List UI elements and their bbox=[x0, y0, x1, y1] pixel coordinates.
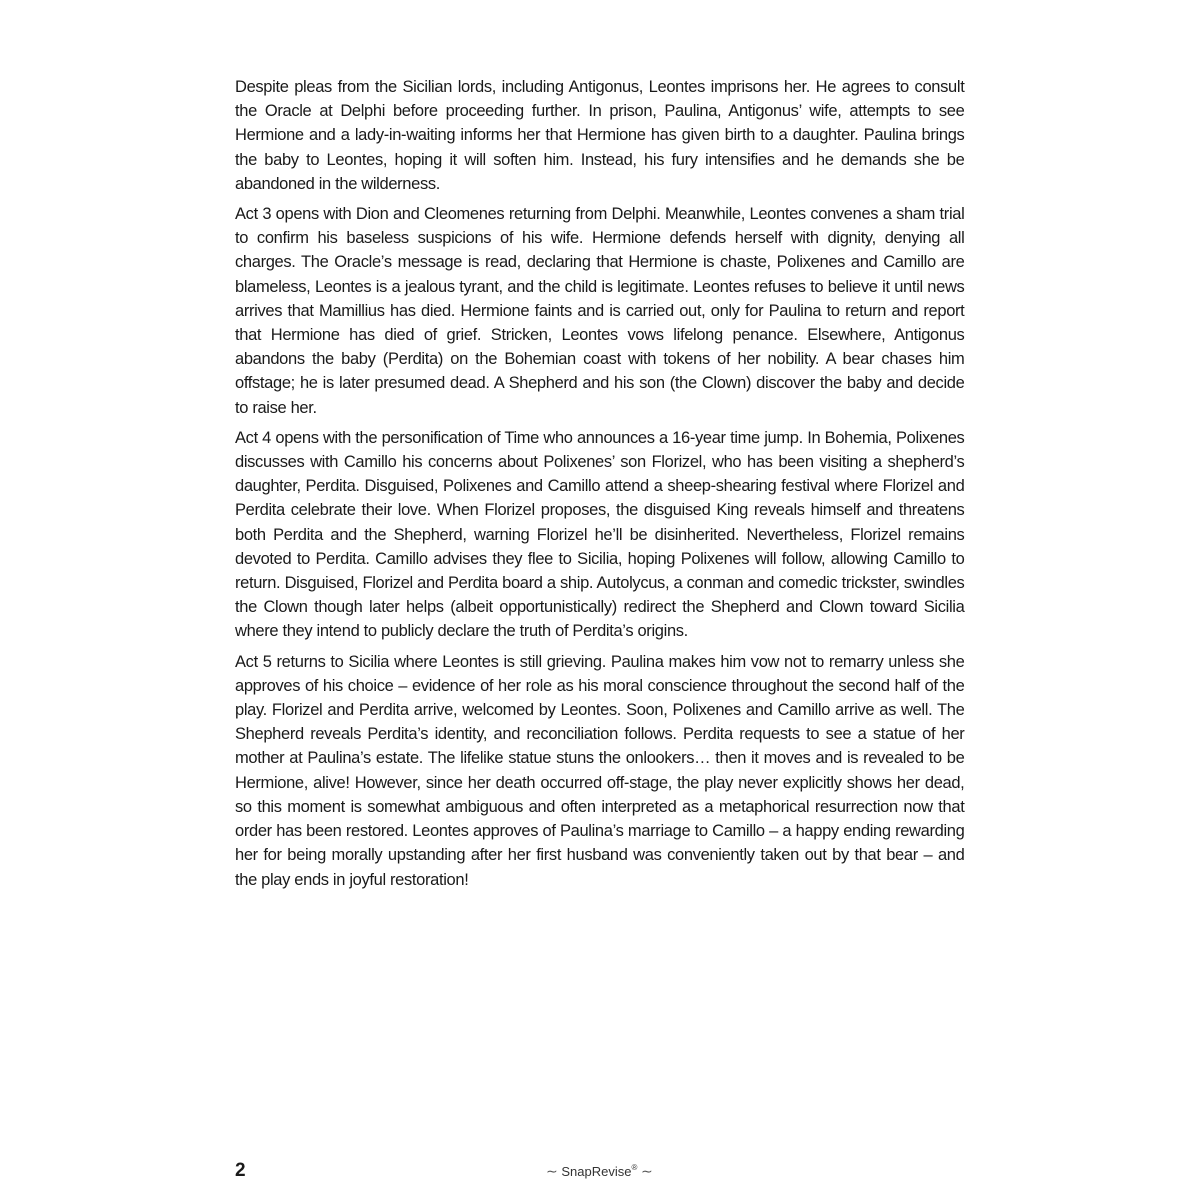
paragraph-act-5-summary: Act 5 returns to Sicilia where Leontes is still grieving. Paulina makes him vow not to remarry unless she approves of his choice – evidence of her role as his moral conscience throughout the second half of the play. Florizel and Perdita arrive, welcomed by Leontes. Soon, Polixenes and Camillo arrive as well. The Shepherd reveals Perdita’s identity, and reconciliation follows. Perdita requests to see a statue of her mother at Paulina’s estate. The lifelike statue stuns the onlookers… then it moves and is revealed to be Hermione, alive! However, since her death occurred off-stage, the play never explicitly shows her dead, so this moment is somewhat ambiguous and often interpreted as a metaphorical resurrection now that order has been restored. Leontes approves of Paulina’s marriage to Camillo – a happy ending rewarding her for being morally upstanding after her first husband was conveniently taken out by that bear – and the play ends in joyful restoration! bbox=[235, 651, 965, 889]
registered-mark-icon: ® bbox=[631, 1163, 638, 1172]
tilde-left-icon: ∼ bbox=[546, 1163, 558, 1179]
footer-brand bbox=[546, 1163, 653, 1180]
tilde-right-icon: ∼ bbox=[641, 1163, 653, 1179]
paragraph-act-4-summary: Act 4 opens with the personification of Time who announces a 16-year time jump. In Bohemia, Polixenes discusses with Camillo his concerns about Polixenes’ son Florizel, who has been visiting a shepherd’s daughter, Perdita. Disguised, Polixenes and Camillo attend a sheep-shearing festival where Florizel and Perdita celebrate their love. When Florizel proposes, the disguised King reveals himself and threatens both Perdita and the Shepherd, warning Florizel he’ll be disinherited. Nevertheless, Florizel remains devoted to Perdita. Camillo advises they flee to Sicilia, hoping Polixenes will follow, allowing Camillo to return. Disguised, Florizel and Perdita board a ship. Autolycus, a conman and comedic trickster, swindles the Clown though later helps (albeit opportunistically) redirect the Shepherd and Clown toward Sicilia where they intend to publicly declare the truth of Perdita’s origins. bbox=[235, 427, 965, 641]
page-number: 2 bbox=[235, 1160, 246, 1181]
paragraph-act-2-summary: Despite pleas from the Sicilian lords, including Antigonus, Leontes imprisons her. He agrees to consult the Oracle at Delphi before proceeding further. In prison, Paulina, Antigonus’ wife, attempts to see Hermione and a lady-in-waiting informs her that Hermione has given birth to a daughter. Paulina brings the baby to Leontes, hoping it will soften him. Instead, his fury intensifies and he demands she be abandoned in the wilderness. bbox=[235, 77, 965, 193]
brand-name: SnapRevise bbox=[561, 1164, 632, 1179]
paragraph-act-3-summary: Act 3 opens with Dion and Cleomenes returning from Delphi. Meanwhile, Leontes convenes a sham trial to confirm his baseless suspicions of his wife. Hermione defends herself with dignity, denying all charges. The Oracle’s message is read, declaring that Hermione is chaste, Polixenes and Camillo are blameless, Leontes is a jealous tyrant, and the child is legitimate. Leontes refuses to believe it until news arrives that Mamillius has died. Hermione faints and is carried out, only for Paulina to return and report that Hermione has died of grief. Stricken, Leontes vows lifelong penance. Elsewhere, Antigonus abandons the baby (Perdita) on the Bohemian coast with tokens of her nobility. A bear chases him offstage; he is later presumed dead. A Shepherd and his son (the Clown) discover the baby and decide to raise her. bbox=[235, 204, 965, 417]
document-body bbox=[235, 75, 964, 898]
